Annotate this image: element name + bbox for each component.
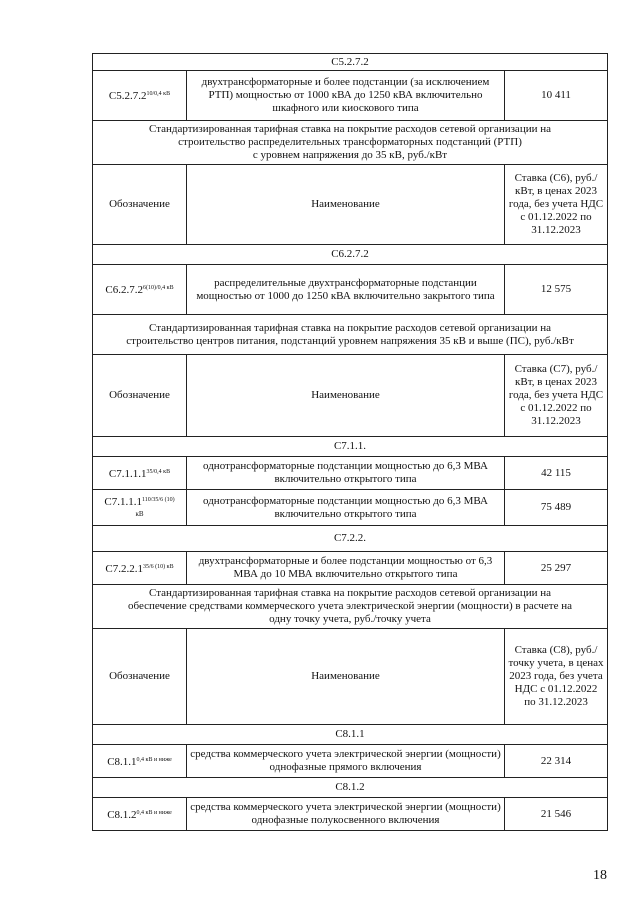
designation-header: Обозначение (93, 355, 187, 437)
table-row (93, 71, 608, 121)
designation-cell: $С7.1.1.1^{35/0,4 кВ}$ (93, 457, 187, 490)
group-row (93, 54, 608, 71)
table-row (93, 490, 608, 526)
designation-header: Обозначение (93, 629, 187, 725)
name-cell: однотрансформаторные подстанции мощностью до 6,3 МВА включительно открытого типа (187, 490, 505, 526)
section-heading-row (93, 121, 608, 165)
section-heading-row (93, 585, 608, 629)
tariff-table (92, 53, 608, 831)
column-header-row (93, 165, 608, 245)
name-header: Наименование (187, 165, 505, 245)
designation-cell: $С6.2.7.2^{6(10)/0,4 кВ}$ (93, 265, 187, 315)
group-label: С8.1.2 (93, 778, 608, 798)
rate-header: Ставка (С6), руб./кВт, в ценах 2023 года, без учета НДС с 01.12.2022 по 31.12.2023 (505, 165, 608, 245)
designation-cell: $С7.2.2.1^{35/6 (10) кВ}$ (93, 552, 187, 585)
name-cell: двухтрансформаторные и более подстанции мощностью от 6,3 МВА до 10 МВА включительно открытого типа (187, 552, 505, 585)
designation-cell: $С5.2.7.2^{10/0,4 кВ}$ (93, 71, 187, 121)
group-row (93, 526, 608, 552)
section-heading: Стандартизированная тарифная ставка на покрытие расходов сетевой организации на строительство центров питания, подстанций уровнем напряжения 35 кВ и выше (ПС), руб./кВт (93, 315, 608, 355)
table-row (93, 457, 608, 490)
designation-cell: $С8.1.1^{0,4 кВ и ниже}$ (93, 745, 187, 778)
page-number: 18 (593, 868, 607, 883)
section-heading: Стандартизированная тарифная ставка на покрытие расходов сетевой организации на обеспечение средствами коммерческого учета электрической энергии (мощности) в расчете на одну точку учета, руб./точку учета (93, 585, 608, 629)
column-header-row (93, 355, 608, 437)
name-cell: однотрансформаторные подстанции мощностью до 6,3 МВА включительно открытого типа (187, 457, 505, 490)
group-row (93, 245, 608, 265)
column-header-row (93, 629, 608, 725)
designation-cell: $С7.1.1.1^{110/35/6 (10)}$ кВ (93, 490, 187, 526)
name-cell: средства коммерческого учета электрической энергии (мощности) однофазные полукосвенного включения (187, 798, 505, 831)
group-label: С5.2.7.2 (93, 54, 608, 71)
name-cell: двухтрансформаторные и более подстанции (за исключением РТП) мощностью от 1000 кВА до 1250 кВА включительно шкафного или киоскового типа (187, 71, 505, 121)
rate-value: 10 411 (505, 71, 608, 121)
group-row (93, 437, 608, 457)
name-cell: средства коммерческого учета электрической энергии (мощности) однофазные прямого включения (187, 745, 505, 778)
designation-cell: $С8.1.2^{0,4 кВ и ниже}$ (93, 798, 187, 831)
group-label: С6.2.7.2 (93, 245, 608, 265)
name-cell: распределительные двухтрансформаторные подстанции мощностью от 1000 до 1250 кВА включительно закрытого типа (187, 265, 505, 315)
name-header: Наименование (187, 629, 505, 725)
group-label: С7.1.1. (93, 437, 608, 457)
rate-value: 12 575 (505, 265, 608, 315)
rate-header: Ставка (С7), руб./кВт, в ценах 2023 года, без учета НДС с 01.12.2022 по 31.12.2023 (505, 355, 608, 437)
rate-value: 75 489 (505, 490, 608, 526)
rate-value: 21 546 (505, 798, 608, 831)
rate-header: Ставка (С8), руб./точку учета, в ценах 2023 года, без учета НДС с 01.12.2022 по 31.12.2023 (505, 629, 608, 725)
table-row (93, 552, 608, 585)
section-heading: Стандартизированная тарифная ставка на покрытие расходов сетевой организации на строительство распределительных трансформаторных подстанций (РТП) с уровнем напряжения до 35 кВ, руб./кВт (93, 121, 608, 165)
section-heading-row (93, 315, 608, 355)
name-header: Наименование (187, 355, 505, 437)
group-label: С8.1.1 (93, 725, 608, 745)
rate-value: 22 314 (505, 745, 608, 778)
rate-value: 42 115 (505, 457, 608, 490)
group-label: С7.2.2. (93, 526, 608, 552)
group-row (93, 725, 608, 745)
table-row (93, 798, 608, 831)
designation-header: Обозначение (93, 165, 187, 245)
group-row (93, 778, 608, 798)
table-row (93, 745, 608, 778)
rate-value: 25 297 (505, 552, 608, 585)
table-row (93, 265, 608, 315)
